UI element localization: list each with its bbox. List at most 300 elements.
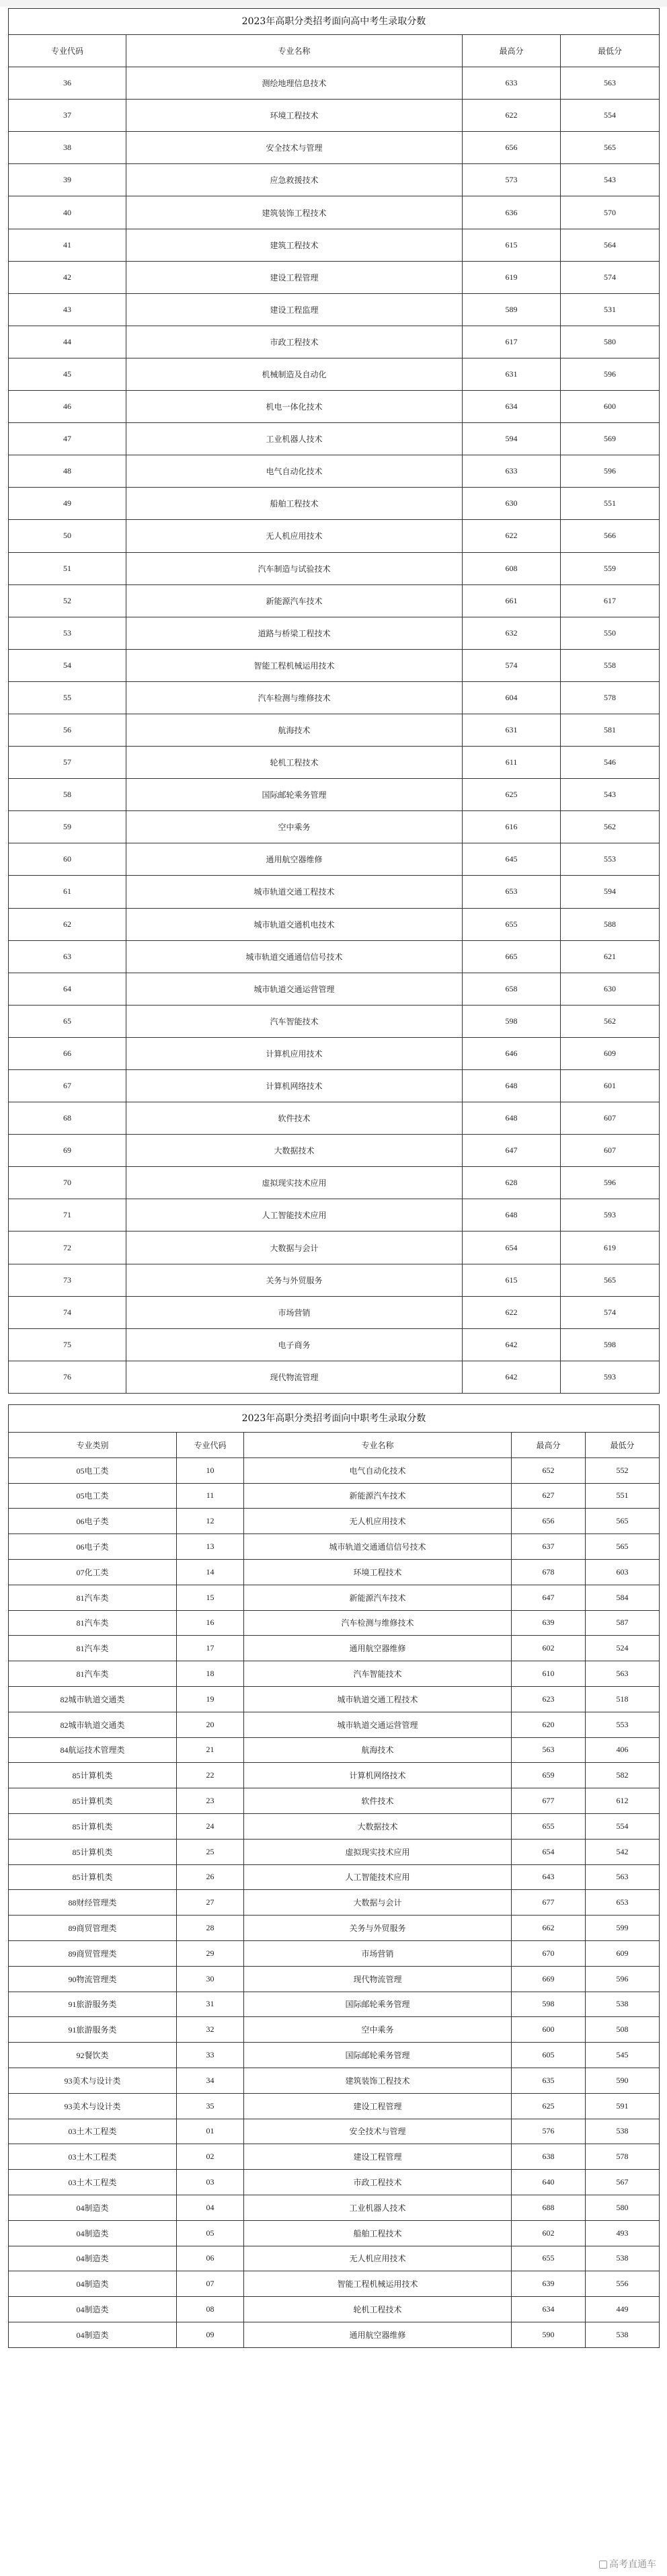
major-code-cell: 43 (9, 293, 126, 326)
major-name-cell: 建设工程管理 (126, 261, 463, 293)
major-name-cell: 汽车制造与试验技术 (126, 552, 463, 584)
table2-title: 2023年高职分类招考面向中职考生录取分数 (8, 1404, 660, 1432)
min-score-cell: 550 (561, 617, 660, 649)
major-category-cell: 03土木工程类 (9, 2119, 177, 2144)
max-score-cell: 605 (512, 2043, 586, 2068)
table-row (9, 2068, 660, 2093)
major-code-cell: 29 (177, 1940, 244, 1966)
min-score-cell: 543 (561, 779, 660, 811)
table-row (9, 584, 660, 617)
min-score-cell: 449 (586, 2297, 660, 2322)
min-score-cell: 596 (561, 358, 660, 390)
min-score-cell: 630 (561, 973, 660, 1005)
table-row (9, 1102, 660, 1135)
major-category-cell: 84航运技术管理类 (9, 1737, 177, 1763)
major-code-cell: 49 (9, 488, 126, 520)
major-name-cell: 大数据技术 (126, 1135, 463, 1167)
max-score-cell: 623 (512, 1686, 586, 1712)
major-name-cell: 城市轨道交通运营管理 (126, 973, 463, 1005)
major-name-cell: 建筑工程技术 (126, 229, 463, 261)
max-score-cell: 648 (463, 1199, 561, 1232)
min-score-cell: 538 (586, 2119, 660, 2144)
table-row (9, 1199, 660, 1232)
table-row (9, 67, 660, 100)
table-row (9, 1328, 660, 1361)
major-code-cell: 15 (177, 1585, 244, 1610)
major-code-cell: 39 (9, 164, 126, 196)
max-score-cell: 670 (512, 1940, 586, 1966)
min-score-cell: 621 (561, 940, 660, 973)
major-name-cell: 大数据技术 (244, 1813, 512, 1839)
major-code-cell: 47 (9, 423, 126, 455)
watermark-text: 高考直通车 (609, 2559, 656, 2570)
major-category-cell: 81汽车类 (9, 1610, 177, 1636)
min-score-cell: 566 (561, 520, 660, 552)
major-code-cell: 40 (9, 196, 126, 229)
major-category-cell: 85计算机类 (9, 1839, 177, 1864)
major-category-cell: 05电工类 (9, 1483, 177, 1509)
major-code-cell: 24 (177, 1813, 244, 1839)
min-score-cell: 593 (561, 1199, 660, 1232)
major-code-cell: 57 (9, 747, 126, 779)
max-score-cell: 637 (512, 1534, 586, 1560)
major-code-cell: 16 (177, 1610, 244, 1636)
major-name-cell: 城市轨道交通机电技术 (126, 908, 463, 940)
table-row (9, 1788, 660, 1814)
min-score-cell: 563 (586, 1661, 660, 1687)
table-row (9, 2195, 660, 2220)
major-code-cell: 55 (9, 681, 126, 714)
major-code-cell: 34 (177, 2068, 244, 2093)
table-row (9, 1264, 660, 1296)
major-code-cell: 70 (9, 1167, 126, 1199)
table-row (9, 811, 660, 843)
max-score-cell: 616 (463, 811, 561, 843)
max-score-cell: 594 (463, 423, 561, 455)
major-code-cell: 06 (177, 2246, 244, 2271)
major-name-header: 专业名称 (244, 1433, 512, 1458)
major-name-cell: 计算机网络技术 (244, 1763, 512, 1788)
major-name-cell: 计算机应用技术 (126, 1037, 463, 1069)
min-score-cell: 582 (586, 1763, 660, 1788)
major-name-cell: 建筑装饰工程技术 (244, 2068, 512, 2093)
major-name-cell: 软件技术 (126, 1102, 463, 1135)
major-code-cell: 31 (177, 1992, 244, 2017)
major-code-cell: 50 (9, 520, 126, 552)
max-score-cell: 622 (463, 1296, 561, 1328)
major-name-cell: 电子商务 (126, 1328, 463, 1361)
min-score-cell: 574 (561, 261, 660, 293)
min-score-cell: 580 (586, 2195, 660, 2220)
max-score-cell: 669 (512, 1966, 586, 1992)
major-name-cell: 智能工程机械运用技术 (244, 2271, 512, 2297)
major-name-cell: 建设工程管理 (244, 2093, 512, 2119)
max-score-cell: 654 (512, 1839, 586, 1864)
table-row (9, 2170, 660, 2195)
major-code-cell: 54 (9, 649, 126, 681)
min-score-cell: 570 (561, 196, 660, 229)
max-score-cell: 662 (512, 1916, 586, 1941)
major-code-cell: 46 (9, 391, 126, 423)
table-row (9, 1686, 660, 1712)
min-score-cell: 538 (586, 2246, 660, 2271)
table-row (9, 1534, 660, 1560)
major-category-cell: 04制造类 (9, 2195, 177, 2220)
table-row (9, 714, 660, 746)
max-score-cell: 665 (463, 940, 561, 973)
max-score-cell: 634 (463, 391, 561, 423)
major-name-cell: 市政工程技术 (244, 2170, 512, 2195)
major-name-cell: 市政工程技术 (126, 326, 463, 358)
major-name-cell: 城市轨道交通通信信号技术 (126, 940, 463, 973)
max-score-header: 最高分 (463, 35, 561, 67)
major-code-cell: 51 (9, 552, 126, 584)
table-row (9, 876, 660, 908)
major-code-cell: 45 (9, 358, 126, 390)
table-row (9, 1135, 660, 1167)
table-row (9, 2271, 660, 2297)
max-score-cell: 589 (463, 293, 561, 326)
max-score-cell: 610 (512, 1661, 586, 1687)
max-score-cell: 645 (463, 843, 561, 876)
major-category-cell: 04制造类 (9, 2322, 177, 2347)
table-row (9, 1296, 660, 1328)
table-row (9, 747, 660, 779)
table-row (9, 164, 660, 196)
min-score-cell: 594 (561, 876, 660, 908)
min-score-cell: 552 (586, 1457, 660, 1483)
table1-title: 2023年高职分类招考面向高中考生录取分数 (8, 8, 660, 34)
min-score-cell: 569 (561, 423, 660, 455)
major-code-cell: 66 (9, 1037, 126, 1069)
major-name-cell: 汽车智能技术 (244, 1661, 512, 1687)
table-row (9, 1457, 660, 1483)
major-name-cell: 电气自动化技术 (244, 1457, 512, 1483)
table-row (9, 843, 660, 876)
table-row (9, 1864, 660, 1890)
max-score-cell: 639 (512, 1610, 586, 1636)
major-code-cell: 48 (9, 455, 126, 488)
major-category-cell: 85计算机类 (9, 1864, 177, 1890)
min-score-cell: 567 (586, 2170, 660, 2195)
min-score-cell: 600 (561, 391, 660, 423)
min-score-cell: 593 (561, 1361, 660, 1393)
max-score-cell: 611 (463, 747, 561, 779)
table-row (9, 1361, 660, 1393)
watermark-logo-icon (599, 2561, 607, 2569)
min-score-cell: 580 (561, 326, 660, 358)
min-score-cell: 653 (586, 1890, 660, 1916)
major-code-cell: 41 (9, 229, 126, 261)
major-name-cell: 虚拟现实技术应用 (244, 1839, 512, 1864)
table-row (9, 1966, 660, 1992)
table-row (9, 1559, 660, 1585)
major-name-cell: 汽车检测与维修技术 (244, 1610, 512, 1636)
major-name-cell: 新能源汽车技术 (244, 1483, 512, 1509)
table-row (9, 1509, 660, 1534)
major-code-cell: 60 (9, 843, 126, 876)
min-score-cell: 538 (586, 1992, 660, 2017)
major-name-header: 专业名称 (126, 35, 463, 67)
major-code-cell: 59 (9, 811, 126, 843)
max-score-cell: 563 (512, 1737, 586, 1763)
table-row (9, 423, 660, 455)
major-name-cell: 无人机应用技术 (244, 2246, 512, 2271)
major-category-cell: 81汽车类 (9, 1661, 177, 1687)
min-score-cell: 493 (586, 2220, 660, 2246)
major-code-cell: 17 (177, 1636, 244, 1661)
major-name-cell: 汽车智能技术 (126, 1005, 463, 1037)
major-name-cell: 空中乘务 (244, 2017, 512, 2043)
major-code-cell: 08 (177, 2297, 244, 2322)
major-name-cell: 船舶工程技术 (126, 488, 463, 520)
major-name-cell: 轮机工程技术 (126, 747, 463, 779)
major-name-cell: 市场营销 (126, 1296, 463, 1328)
major-category-cell: 92餐饮类 (9, 2043, 177, 2068)
max-score-cell: 648 (463, 1070, 561, 1102)
min-score-cell: 584 (586, 1585, 660, 1610)
max-score-cell: 656 (463, 132, 561, 164)
major-name-cell: 现代物流管理 (126, 1361, 463, 1393)
table-row (9, 973, 660, 1005)
max-score-cell: 632 (463, 617, 561, 649)
min-score-cell: 564 (561, 229, 660, 261)
major-code-cell: 58 (9, 779, 126, 811)
major-name-cell: 城市轨道交通工程技术 (126, 876, 463, 908)
table-row (9, 2017, 660, 2043)
major-code-cell: 44 (9, 326, 126, 358)
major-code-cell: 75 (9, 1328, 126, 1361)
major-category-cell: 06电子类 (9, 1509, 177, 1534)
major-category-header: 专业类别 (9, 1433, 177, 1458)
major-name-cell: 人工智能技术应用 (126, 1199, 463, 1232)
max-score-cell: 656 (512, 1509, 586, 1534)
major-name-cell: 国际邮轮乘务管理 (244, 1992, 512, 2017)
major-name-cell: 国际邮轮乘务管理 (244, 2043, 512, 2068)
table-row (9, 326, 660, 358)
table-row (9, 2220, 660, 2246)
major-code-cell: 38 (9, 132, 126, 164)
table-row (9, 2043, 660, 2068)
table-row (9, 940, 660, 973)
min-score-cell: 609 (561, 1037, 660, 1069)
major-code-cell: 23 (177, 1788, 244, 1814)
max-score-cell: 631 (463, 714, 561, 746)
table-row (9, 132, 660, 164)
min-score-cell: 554 (586, 1813, 660, 1839)
major-name-cell: 船舶工程技术 (244, 2220, 512, 2246)
table-row (9, 1636, 660, 1661)
major-name-cell: 计算机网络技术 (126, 1070, 463, 1102)
max-score-cell: 631 (463, 358, 561, 390)
table-row (9, 908, 660, 940)
watermark (599, 2557, 656, 2571)
major-name-cell: 城市轨道交通运营管理 (244, 1712, 512, 1737)
table-row (9, 2119, 660, 2144)
major-name-cell: 现代物流管理 (244, 1966, 512, 1992)
max-score-cell: 622 (463, 520, 561, 552)
table-row (9, 552, 660, 584)
table-row (9, 1813, 660, 1839)
min-score-cell: 406 (586, 1737, 660, 1763)
min-score-cell: 554 (561, 100, 660, 132)
table-row (9, 649, 660, 681)
major-category-cell: 91旅游服务类 (9, 1992, 177, 2017)
min-score-cell: 596 (561, 1167, 660, 1199)
major-code-cell: 65 (9, 1005, 126, 1037)
major-code-cell: 64 (9, 973, 126, 1005)
major-name-cell: 新能源汽车技术 (244, 1585, 512, 1610)
major-code-cell: 33 (177, 2043, 244, 2068)
major-code-cell: 05 (177, 2220, 244, 2246)
major-name-cell: 市场营销 (244, 1940, 512, 1966)
major-code-cell: 22 (177, 1763, 244, 1788)
min-score-cell: 607 (561, 1135, 660, 1167)
major-code-cell: 37 (9, 100, 126, 132)
major-name-cell: 道路与桥梁工程技术 (126, 617, 463, 649)
max-score-cell: 647 (463, 1135, 561, 1167)
table-row (9, 488, 660, 520)
min-score-cell: 563 (586, 1864, 660, 1890)
min-score-header: 最低分 (561, 35, 660, 67)
major-code-cell: 04 (177, 2195, 244, 2220)
major-code-cell: 10 (177, 1457, 244, 1483)
min-score-cell: 538 (586, 2322, 660, 2347)
major-name-cell: 环境工程技术 (126, 100, 463, 132)
max-score-cell: 636 (463, 196, 561, 229)
min-score-cell: 559 (561, 552, 660, 584)
max-score-cell: 590 (512, 2322, 586, 2347)
table-row (9, 1737, 660, 1763)
max-score-cell: 625 (512, 2093, 586, 2119)
major-name-cell: 国际邮轮乘务管理 (126, 779, 463, 811)
major-name-cell: 安全技术与管理 (244, 2119, 512, 2144)
major-code-cell: 36 (9, 67, 126, 100)
table-row (9, 293, 660, 326)
min-score-cell: 578 (561, 681, 660, 714)
max-score-cell: 617 (463, 326, 561, 358)
major-name-cell: 通用航空器维修 (244, 2322, 512, 2347)
table2-header-row (9, 1433, 660, 1458)
major-category-cell: 85计算机类 (9, 1813, 177, 1839)
min-score-cell: 551 (586, 1483, 660, 1509)
min-score-cell: 565 (586, 1509, 660, 1534)
table-row (9, 617, 660, 649)
table-row (9, 196, 660, 229)
major-code-cell: 63 (9, 940, 126, 973)
table-row (9, 229, 660, 261)
table-row (9, 1070, 660, 1102)
major-code-cell: 30 (177, 1966, 244, 1992)
table-vocational-scores (8, 1404, 660, 2348)
table-row (9, 779, 660, 811)
max-score-cell: 602 (512, 2220, 586, 2246)
major-code-cell: 69 (9, 1135, 126, 1167)
min-score-cell: 543 (561, 164, 660, 196)
min-score-cell: 562 (561, 811, 660, 843)
major-name-cell: 安全技术与管理 (126, 132, 463, 164)
major-category-cell: 81汽车类 (9, 1585, 177, 1610)
major-name-cell: 人工智能技术应用 (244, 1864, 512, 1890)
major-code-cell: 53 (9, 617, 126, 649)
major-code-cell: 27 (177, 1890, 244, 1916)
major-category-cell: 90物流管理类 (9, 1966, 177, 1992)
min-score-cell: 565 (561, 132, 660, 164)
table-row (9, 1037, 660, 1069)
max-score-cell: 574 (463, 649, 561, 681)
max-score-cell: 654 (463, 1232, 561, 1264)
table-row (9, 1167, 660, 1199)
min-score-cell: 565 (586, 1534, 660, 1560)
major-name-cell: 无人机应用技术 (126, 520, 463, 552)
table-row (9, 2144, 660, 2170)
max-score-header: 最高分 (512, 1433, 586, 1458)
major-name-cell: 机械制造及自动化 (126, 358, 463, 390)
min-score-cell: 524 (586, 1636, 660, 1661)
max-score-cell: 576 (512, 2119, 586, 2144)
major-category-cell: 04制造类 (9, 2297, 177, 2322)
max-score-cell: 630 (463, 488, 561, 520)
major-name-cell: 智能工程机械运用技术 (126, 649, 463, 681)
min-score-cell: 598 (561, 1328, 660, 1361)
major-name-cell: 城市轨道交通工程技术 (244, 1686, 512, 1712)
major-code-cell: 62 (9, 908, 126, 940)
table-row (9, 1890, 660, 1916)
min-score-cell: 553 (561, 843, 660, 876)
max-score-cell: 600 (512, 2017, 586, 2043)
major-code-cell: 12 (177, 1509, 244, 1534)
min-score-cell: 617 (561, 584, 660, 617)
max-score-cell: 615 (463, 1264, 561, 1296)
min-score-cell: 578 (586, 2144, 660, 2170)
major-name-cell: 软件技术 (244, 1788, 512, 1814)
major-name-cell: 无人机应用技术 (244, 1509, 512, 1534)
min-score-cell: 596 (586, 1966, 660, 1992)
max-score-cell: 598 (512, 1992, 586, 2017)
major-code-cell: 01 (177, 2119, 244, 2144)
max-score-cell: 642 (463, 1328, 561, 1361)
major-category-cell: 04制造类 (9, 2271, 177, 2297)
major-category-cell: 93美术与设计类 (9, 2093, 177, 2119)
major-code-cell: 61 (9, 876, 126, 908)
max-score-cell: 653 (463, 876, 561, 908)
major-name-cell: 测绘地理信息技术 (126, 67, 463, 100)
max-score-cell: 639 (512, 2271, 586, 2297)
major-code-cell: 67 (9, 1070, 126, 1102)
table-row (9, 1839, 660, 1864)
max-score-cell: 643 (512, 1864, 586, 1890)
min-score-cell: 581 (561, 714, 660, 746)
major-name-cell: 关务与外贸服务 (244, 1916, 512, 1941)
min-score-cell: 542 (586, 1839, 660, 1864)
table-row (9, 100, 660, 132)
table-row (9, 1005, 660, 1037)
major-code-cell: 13 (177, 1534, 244, 1560)
min-score-cell: 565 (561, 1264, 660, 1296)
max-score-cell: 628 (463, 1167, 561, 1199)
table-row (9, 358, 660, 390)
major-code-cell: 18 (177, 1661, 244, 1687)
max-score-cell: 655 (512, 2246, 586, 2271)
min-score-cell: 596 (561, 455, 660, 488)
max-score-cell: 638 (512, 2144, 586, 2170)
table-row (9, 2297, 660, 2322)
major-category-cell: 85计算机类 (9, 1788, 177, 1814)
table-row (9, 1916, 660, 1941)
table-row (9, 2246, 660, 2271)
major-category-cell: 05电工类 (9, 1457, 177, 1483)
major-code-cell: 28 (177, 1916, 244, 1941)
